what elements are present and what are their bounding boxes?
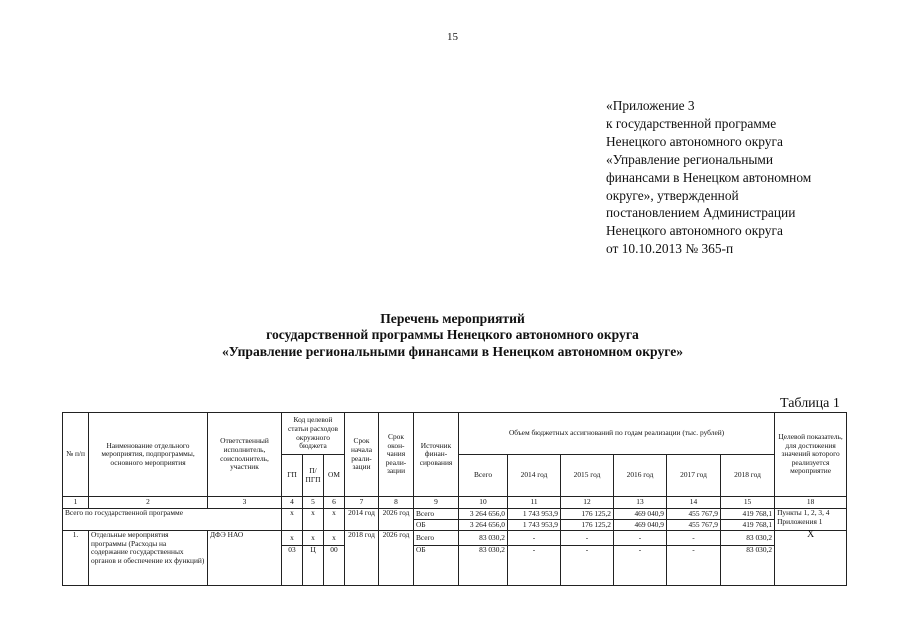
header-year-2017: 2017 год xyxy=(667,455,721,497)
column-number: 1 xyxy=(63,497,89,509)
page-number: 15 xyxy=(447,31,458,43)
row-number: 1. xyxy=(63,531,89,586)
appendix-line: постановлением Администрации xyxy=(606,205,796,221)
appendix-line: финансами в Ненецком автономном xyxy=(606,169,812,185)
amount-cell: - xyxy=(667,531,721,546)
amount-cell: 3 264 656,0 xyxy=(459,509,508,520)
code-om: х xyxy=(324,531,345,546)
amount-cell: - xyxy=(561,546,614,586)
header-source: Источник финан-сирования xyxy=(414,413,459,497)
amount-cell: - xyxy=(508,546,561,586)
source-cell: Всего xyxy=(414,509,459,520)
column-number: 4 xyxy=(282,497,303,509)
total-label: Всего по государственной программе xyxy=(63,509,282,531)
appendix-block xyxy=(606,97,896,258)
appendix-line: «Приложение 3 xyxy=(606,98,695,113)
column-number: 12 xyxy=(561,497,614,509)
header-code-group: Код целевой статьи расходов окружного бюджета xyxy=(282,413,345,455)
code-gp: х xyxy=(282,531,303,546)
table-label: Таблица 1 xyxy=(780,396,840,411)
header-pgp: П/ ПГП xyxy=(303,455,324,497)
source-cell: ОБ xyxy=(414,520,459,531)
total-indicator: Пункты 1, 2, 3, 4 Приложения 1 xyxy=(775,509,847,531)
amount-cell: 176 125,2 xyxy=(561,509,614,520)
column-number: 3 xyxy=(208,497,282,509)
amount-cell: - xyxy=(561,531,614,546)
column-numbers-row xyxy=(63,497,847,509)
amount-cell: 1 743 953,9 xyxy=(508,520,561,531)
column-number: 6 xyxy=(324,497,345,509)
row-name: Отдельные мероприятия программы (Расходы на содержание государственных органов и обеспечение их функций) xyxy=(89,531,208,586)
amount-cell: - xyxy=(508,531,561,546)
header-total: Всего xyxy=(459,455,508,497)
amount-cell: 3 264 656,0 xyxy=(459,520,508,531)
appendix-line: к государственной программе xyxy=(606,115,777,131)
amount-cell: 419 768,1 xyxy=(721,520,775,531)
amount-cell: - xyxy=(667,546,721,586)
header-year-2014: 2014 год xyxy=(508,455,561,497)
amount-cell: 83 030,2 xyxy=(459,546,508,586)
row-start: 2018 год xyxy=(345,531,379,586)
amount-cell: - xyxy=(614,531,667,546)
header-volume-group: Объем бюджетных ассигнований по годам реализации (тыс. рублей) xyxy=(459,413,775,455)
column-number: 7 xyxy=(345,497,379,509)
column-number: 10 xyxy=(459,497,508,509)
amount-cell: 419 768,1 xyxy=(721,509,775,520)
total-pgp: х xyxy=(303,509,324,531)
header-year-2015: 2015 год xyxy=(561,455,614,497)
column-number: 8 xyxy=(379,497,414,509)
appendix-line: «Управление региональными xyxy=(606,151,774,167)
appendix-line: округе», утвержденной xyxy=(606,187,739,203)
column-number: 11 xyxy=(508,497,561,509)
total-start: 2014 год xyxy=(345,509,379,531)
table-row xyxy=(63,509,847,520)
amount-cell: 176 125,2 xyxy=(561,520,614,531)
amount-cell: 455 767,9 xyxy=(667,520,721,531)
column-number: 9 xyxy=(414,497,459,509)
amount-cell: 455 767,9 xyxy=(667,509,721,520)
measures-table xyxy=(62,412,847,586)
total-gp: х xyxy=(282,509,303,531)
header-year-2016: 2016 год xyxy=(614,455,667,497)
code-pgp: х xyxy=(303,531,324,546)
column-number: 14 xyxy=(667,497,721,509)
title-line: «Управление региональными финансами в Ненецком автономном округе» xyxy=(221,343,684,359)
amount-cell: 83 030,2 xyxy=(721,546,775,586)
source-cell: ОБ xyxy=(414,546,459,586)
column-number: 2 xyxy=(89,497,208,509)
appendix-line: Ненецкого автономного округа xyxy=(606,223,783,239)
header-gp: ГП xyxy=(282,455,303,497)
appendix-line: от 10.10.2013 № 365-п xyxy=(606,241,734,257)
row-end: 2026 год xyxy=(379,531,414,586)
header-end: Срок окон-чания реали-зации xyxy=(379,413,414,497)
total-end: 2026 год xyxy=(379,509,414,531)
column-number: 5 xyxy=(303,497,324,509)
document-title xyxy=(0,311,905,360)
header-om: ОМ xyxy=(324,455,345,497)
header-indicator: Целевой показатель, для достижения значений которого реализуется мероприятие xyxy=(775,413,847,497)
amount-cell: 83 030,2 xyxy=(721,531,775,546)
code-pgp: Ц xyxy=(303,546,324,586)
appendix-line: Ненецкого автономного округа xyxy=(606,133,783,149)
title-line: государственной программы Ненецкого автономного округа xyxy=(266,327,639,343)
header-num: № п/п xyxy=(63,413,89,497)
column-number: 15 xyxy=(721,497,775,509)
total-om: х xyxy=(324,509,345,531)
row-executor: ДФЭ НАО xyxy=(208,531,282,586)
amount-cell: 83 030,2 xyxy=(459,531,508,546)
header-name: Наименование отдельного мероприятия, подпрограммы, основного мероприятия xyxy=(89,413,208,497)
amount-cell: - xyxy=(614,546,667,586)
title-line: Перечень мероприятий xyxy=(380,311,525,326)
source-cell: Всего xyxy=(414,531,459,546)
column-number: 18 xyxy=(775,497,847,509)
code-gp: 03 xyxy=(282,546,303,586)
table-row xyxy=(63,531,847,546)
amount-cell: 1 743 953,9 xyxy=(508,509,561,520)
header-year-2018: 2018 год xyxy=(721,455,775,497)
column-number: 13 xyxy=(614,497,667,509)
header-start: Срок начала реали-зации xyxy=(345,413,379,497)
row-indicator: Х xyxy=(775,531,847,586)
header-executor: Ответственный исполнитель, соисполнитель, участник xyxy=(208,413,282,497)
amount-cell: 469 040,9 xyxy=(614,520,667,531)
amount-cell: 469 040,9 xyxy=(614,509,667,520)
code-om: 00 xyxy=(324,546,345,586)
